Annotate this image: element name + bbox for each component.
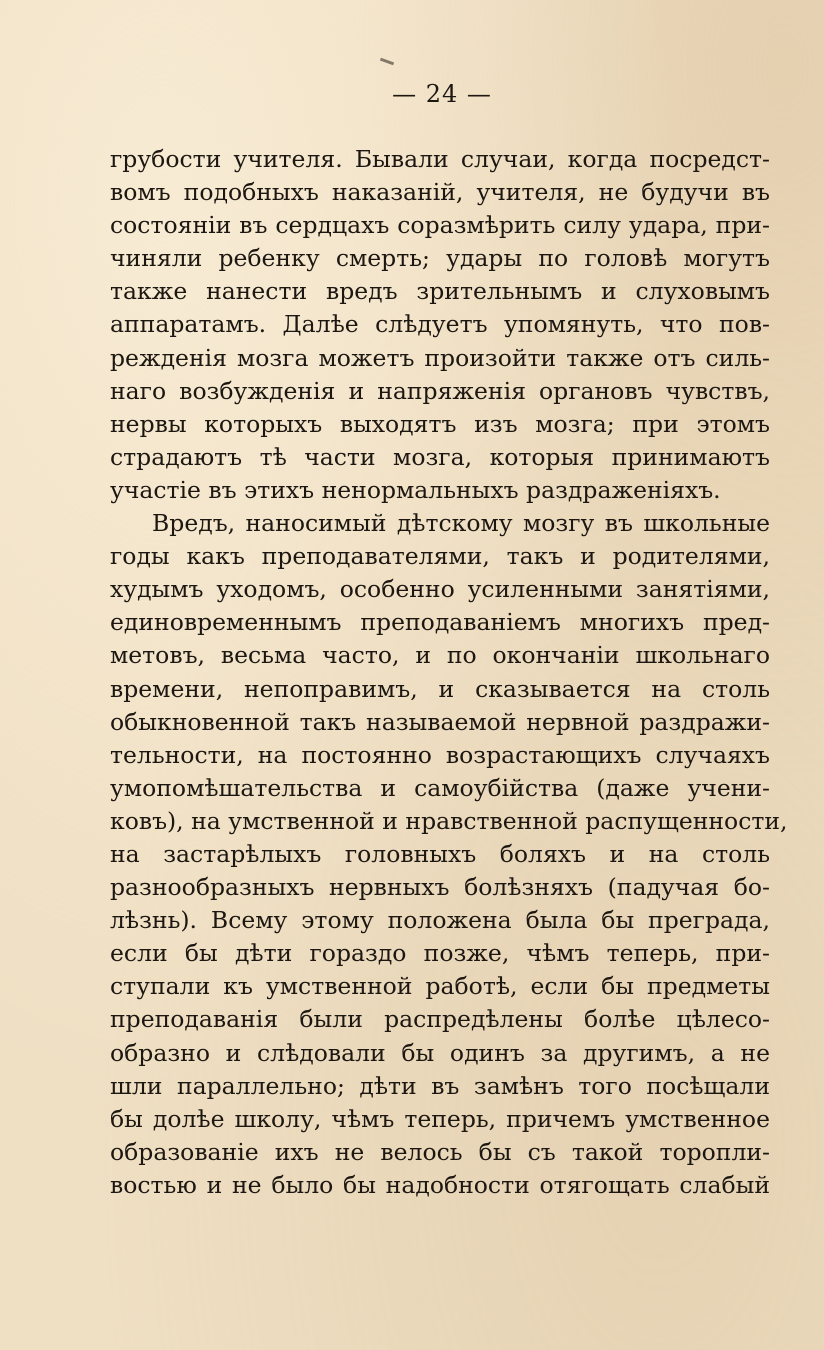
paragraph-end-line: участіе въ этихъ ненормальныхъ раздраженіяхъ. — [110, 475, 721, 504]
text-line: состояніи въ сердцахъ соразмѣрить силу удара, при- — [110, 211, 770, 240]
text-line: образованіе ихъ не велось бы съ такой торопли- — [110, 1137, 770, 1166]
text-line: аппаратамъ. Далѣе слѣдуетъ упомянуть, что пов- — [110, 310, 770, 339]
text-line: также нанести вредъ зрительнымъ и слуховымъ — [110, 277, 770, 306]
text-line: разнообразныхъ нервныхъ болѣзняхъ (падучая бо- — [110, 873, 770, 902]
text-line: чиняли ребенку смерть; удары по головѣ могутъ — [110, 244, 770, 273]
text-line: если бы дѣти гораздо позже, чѣмъ теперь, при- — [110, 939, 770, 968]
text-line: годы какъ преподавателями, такъ и родителями, — [110, 542, 770, 571]
page-number: — 24 — — [392, 80, 492, 108]
text-line: востью и не было бы надобности отягощать слабый — [110, 1170, 770, 1199]
body-text — [110, 143, 788, 1202]
text-line: на застарѣлыхъ головныхъ боляхъ и на столь — [110, 839, 770, 868]
text-line: образно и слѣдовали бы одинъ за другимъ, а не — [110, 1038, 770, 1067]
text-line: тельности, на постоянно возрастающихъ случаяхъ — [110, 740, 770, 769]
text-line: наго возбужденія и напряженія органовъ чувствъ, — [110, 376, 770, 405]
text-line: режденія мозга можетъ произойти также отъ силь- — [110, 343, 770, 372]
text-line: нервы которыхъ выходятъ изъ мозга; при этомъ — [110, 409, 770, 438]
text-line: умопомѣшательства и самоубійства (даже учени- — [110, 773, 770, 802]
text-line: преподаванія были распредѣлены болѣе цѣлесо- — [110, 1005, 770, 1034]
text-line: шли параллельно; дѣти въ замѣнъ того посѣщали — [110, 1071, 770, 1100]
ink-mark — [380, 58, 394, 66]
text-line: метовъ, весьма часто, и по окончаніи школьнаго — [110, 641, 770, 670]
text-line: единовременнымъ преподаваніемъ многихъ пред- — [110, 608, 770, 637]
text-line: ковъ), на умственной и нравственной распущенности, — [110, 806, 788, 835]
text-line: ступали къ умственной работѣ, если бы предметы — [110, 972, 770, 1001]
text-line: грубости учителя. Бывали случаи, когда посредст- — [110, 145, 770, 173]
text-line: худымъ уходомъ, особенно усиленными занятіями, — [110, 575, 770, 604]
text-line: страдаютъ тѣ части мозга, которыя принимаютъ — [110, 442, 770, 471]
text-line: обыкновенной такъ называемой нервной раздражи- — [110, 707, 770, 736]
text-line: лѣзнь). Всему этому положена была бы преграда, — [110, 906, 770, 935]
paragraph-start-line: Вредъ, наносимый дѣтскому мозгу въ школьные — [152, 509, 770, 538]
text-line: времени, непоправимъ, и сказывается на столь — [110, 674, 770, 703]
text-line: бы долѣе школу, чѣмъ теперь, причемъ умственное — [110, 1104, 770, 1133]
text-line: вомъ подобныхъ наказаній, учителя, не будучи въ — [110, 178, 770, 207]
